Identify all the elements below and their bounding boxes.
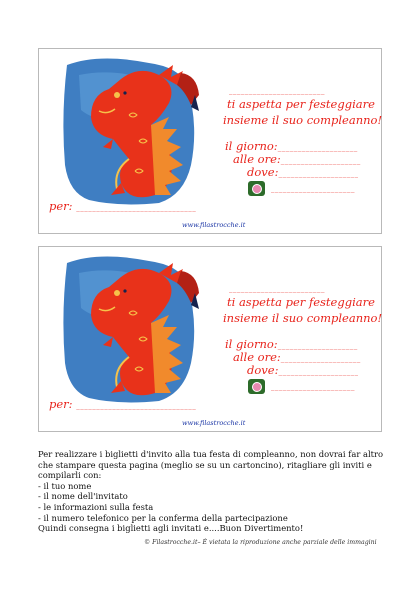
per-row xyxy=(49,199,196,213)
list-item: - il tuo nome xyxy=(38,480,92,491)
ore-label: alle ore: xyxy=(233,350,281,364)
instructions-intro: Per realizzare i biglietti d'invito alla tua festa di compleanno, non dovrai far altro che stampare questa pagina (meglio se su un cartoncino), ritagliare gli inviti e compilarli con: xyxy=(38,449,384,481)
copyright-footer: © Filastrocche.it– È vietata la riproduzione anche parziale delle immagini xyxy=(144,539,377,546)
instructions xyxy=(38,449,388,534)
per-row xyxy=(49,397,196,411)
giorno-row xyxy=(225,139,358,153)
dove-row xyxy=(247,165,358,179)
ore-row xyxy=(233,350,361,364)
name-line: ________________________ xyxy=(229,285,325,293)
list-item: - il numero telefonico per la conferma della partecipazione xyxy=(38,512,288,523)
giorno-label: il giorno: xyxy=(225,139,278,153)
dragon-drawing xyxy=(59,253,209,405)
giorno-label: il giorno: xyxy=(225,337,278,351)
invitation-card-2 xyxy=(38,246,382,432)
per-line: ______________________________ xyxy=(76,402,197,410)
giorno-line: ____________________ xyxy=(277,144,358,152)
site-url: www.filastrocche.it xyxy=(182,221,246,229)
name-line: ________________________ xyxy=(229,87,325,95)
per-label: per: xyxy=(49,199,73,213)
ore-row xyxy=(233,152,361,166)
extra-line: _____________________ xyxy=(271,383,355,391)
ore-line: ____________________ xyxy=(280,355,361,363)
site-url: www.filastrocche.it xyxy=(182,419,246,427)
extra-line: _____________________ xyxy=(271,185,355,193)
dove-label: dove: xyxy=(247,165,279,179)
giorno-row xyxy=(225,337,358,351)
flower-badge-icon xyxy=(248,379,265,394)
ore-line: ____________________ xyxy=(280,157,361,165)
invite-line-2: insieme il suo compleanno! xyxy=(223,311,383,325)
instructions-list xyxy=(38,481,388,523)
giorno-line: ____________________ xyxy=(277,342,358,350)
invitation-card-1 xyxy=(38,48,382,234)
invite-line-1: ti aspetta per festeggiare xyxy=(227,295,375,309)
dragon-drawing xyxy=(59,55,209,207)
dove-row xyxy=(247,363,358,377)
per-label: per: xyxy=(49,397,73,411)
list-item: - il nome dell'invitato xyxy=(38,491,128,502)
dove-line: ____________________ xyxy=(278,368,359,376)
ore-label: alle ore: xyxy=(233,152,281,166)
dove-line: ____________________ xyxy=(278,170,359,178)
invite-line-1: ti aspetta per festeggiare xyxy=(227,97,375,111)
dove-label: dove: xyxy=(247,363,279,377)
instructions-closing: Quindi consegna i biglietti agli invitati e....Buon Divertimento! xyxy=(38,523,304,534)
invite-line-2: insieme il suo compleanno! xyxy=(223,113,383,127)
flower-badge-icon xyxy=(248,181,265,196)
per-line: ______________________________ xyxy=(76,204,197,212)
list-item: - le informazioni sulla festa xyxy=(38,501,154,512)
